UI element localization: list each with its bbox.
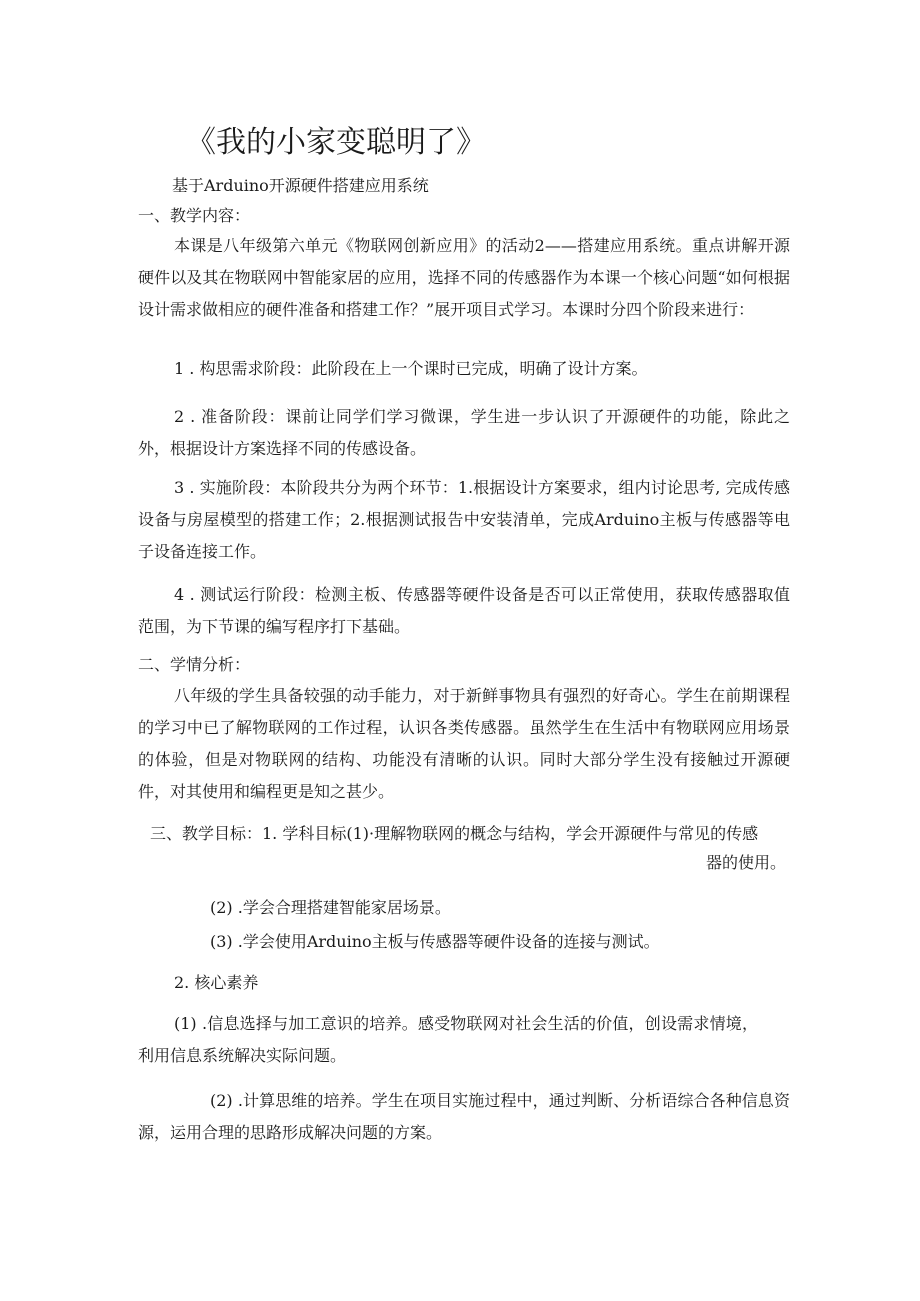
section-heading-content: 一、教学内容： (138, 206, 251, 225)
section-content-paragraph: 本课是八年级第六单元《物联网创新应用》的活动2——搭建应用系统。重点讲解开源硬件以及其在物联网中智能家居的应用，选择不同的传感器作为本课一个核心问题“如何根据设计需求做相应的硬件准备和搭建工作？”展开项目式学习。本课时分四个阶段来进行： (138, 236, 790, 319)
stage-2-paragraph: 2 . 准备阶段：课前让同学们学习微课，学生进一步认识了开源硬件的功能，除此之外，根据设计方案选择不同的传感设备。 (138, 407, 790, 458)
section-heading-analysis: 二、学情分析： (138, 655, 251, 674)
core-literacy-item-2: (2) .计算思维的培养。学生在项目实施过程中，通过判断、分析语综合各种信息资源，运用合理的思路形成解决问题的方案。 (138, 1091, 790, 1142)
core-literacy-item-1: (1) .信息选择与加工意识的培养。感受物联网对社会生活的价值，创设需求情境，利用信息系统解决实际问题。 (138, 1014, 758, 1065)
stage-3-paragraph: 3 . 实施阶段：本阶段共分为两个环节：1.根据设计方案要求，组内讨论思考, 完成传感设备与房屋模型的搭建工作；2.根据测试报告中安装清单，完成Arduino主板与传感器等电子设备连接工作。 (138, 478, 790, 561)
stage-1-paragraph: 1 . 构思需求阶段：此阶段在上一个课时已完成，明确了设计方案。 (174, 359, 648, 378)
doc-title: 《我的小家变聪明了》 (186, 125, 486, 160)
section-heading-goals: 三、教学目标：1. 学科目标(1)·理解物联网的概念与结构，学会开源硬件与常见的传感 (150, 824, 759, 843)
goal-3-item: (3) .学会使用Arduino主板与传感器等硬件设备的连接与测试。 (210, 932, 660, 951)
core-literacy-heading: 2. 核心素养 (174, 973, 259, 992)
doc-subtitle: 基于Arduino开源硬件搭建应用系统 (172, 176, 429, 195)
goals-line-continuation: 器的使用。 (705, 853, 786, 872)
stage-4-paragraph: 4 . 测试运行阶段：检测主板、传感器等硬件设备是否可以正常使用，获取传感器取值范围，为下节课的编写程序打下基础。 (138, 585, 790, 636)
goal-2-item: (2) .学会合理搭建智能家居场景。 (210, 898, 451, 917)
analysis-paragraph: 八年级的学生具备较强的动手能力，对于新鲜事物具有强烈的好奇心。学生在前期课程的学习中已了解物联网的工作过程，认识各类传感器。虽然学生在生活中有物联网应用场景的体验，但是对物联网的结构、功能没有清晰的认识。同时大部分学生没有接触过开源硬件，对其使用和编程更是知之甚少。 (138, 686, 790, 801)
